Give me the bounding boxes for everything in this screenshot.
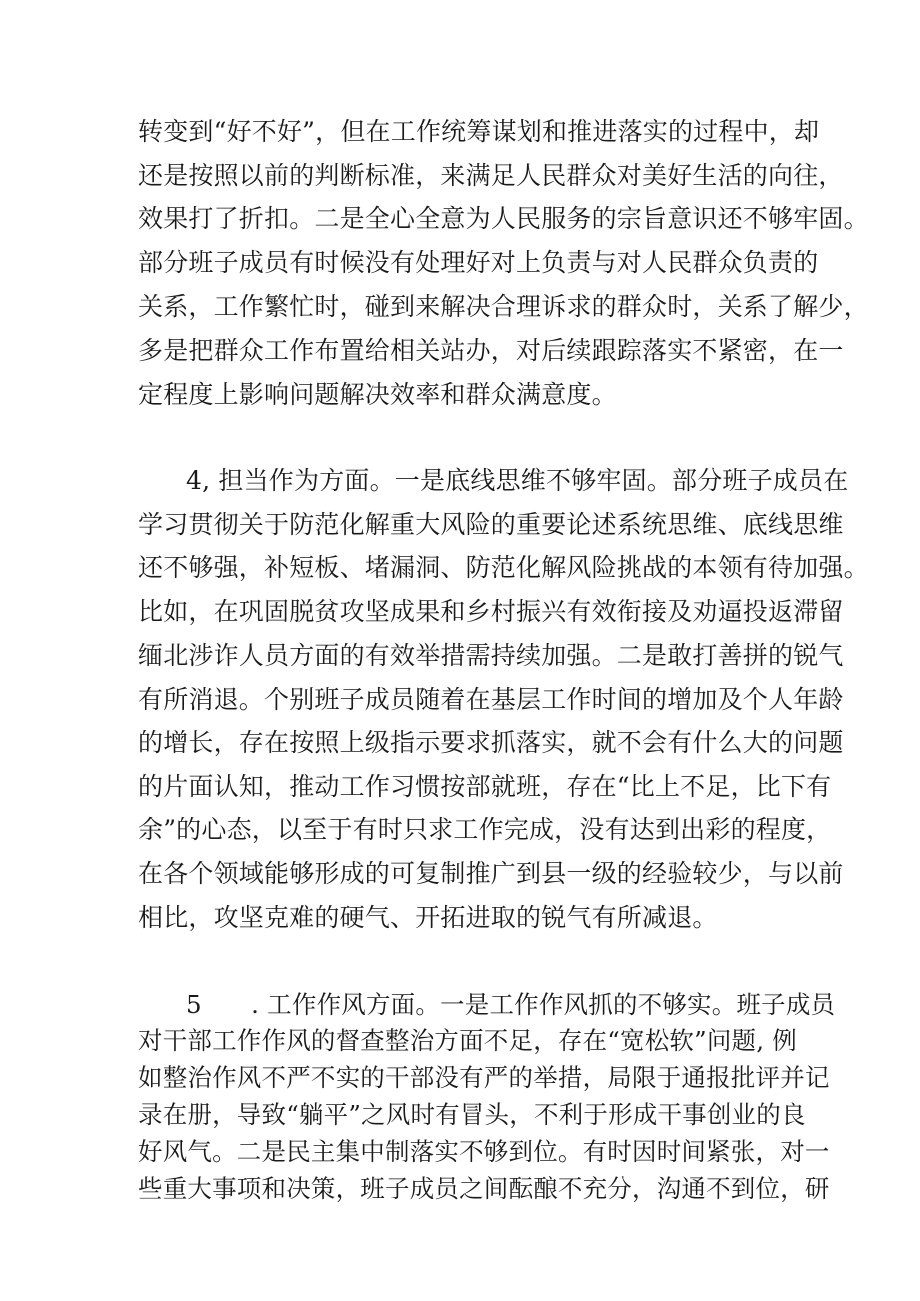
text-line: 些重大事项和决策，班子成员之间酝酿不充分，沟通不到位，研	[138, 1174, 830, 1203]
text-line: 还不够强，补短板、堵漏洞、防范化解风险挑战的本领有待加强。	[138, 553, 869, 582]
text-line: 定程度上影响问题解决效率和群众满意度。	[138, 380, 617, 409]
text-line: 的片面认知，推动工作习惯按部就班，存在“比上不足，比下有	[138, 772, 832, 801]
text-line: 5 . 工作作风方面。一是工作作风抓的不够实。班子成员	[186, 990, 836, 1019]
text-line: 缅北涉诈人员方面的有效举措需持续加强。二是敢打善拼的锐气	[138, 641, 844, 670]
text-line: 余”的心态，以至于有时只求工作完成，没有达到出彩的程度，	[138, 815, 832, 844]
text-line: 有所消退。个别班子成员随着在基层工作时间的增加及个人年龄	[138, 685, 844, 714]
text-line: 比如，在巩固脱贫攻坚成果和乡村振兴有效衔接及劝逼投返滞留	[138, 597, 844, 626]
text-line: 部分班子成员有时候没有处理好对上负责与对人民群众负责的	[138, 248, 819, 277]
text-line: 转变到“好不好”，但在工作统筹谋划和推进落实的过程中，却	[138, 117, 820, 146]
text-line: 还是按照以前的判断标准，来满足人民群众对美好生活的向往，	[138, 161, 844, 190]
text-line: 的增长，存在按照上级指示要求抓落实，就不会有什么大的问题	[138, 728, 844, 757]
text-line: 在各个领域能够形成的可复制推广到县一级的经验较少，与以前	[138, 859, 844, 888]
text-line: 如整治作风不严不实的干部没有严的举措，局限于通报批评并记	[138, 1063, 830, 1092]
text-line: 学习贯彻关于防范化解重大风险的重要论述系统思维、底线思维	[138, 510, 844, 539]
text-line: 效果打了折扣。二是全心全意为人民服务的宗旨意识还不够牢固。	[138, 204, 869, 233]
text-line: 相比，攻坚克难的硬气、开拓进取的锐气有所减退。	[138, 903, 718, 932]
text-line: 录在册，导致“躺平”之风时有冒头，不利于形成干事创业的良	[138, 1100, 806, 1129]
text-line: 对干部工作作风的督查整治方面不足，存在“宽松软”问题, 例	[138, 1026, 797, 1055]
text-line: 关系，工作繁忙时，碰到来解决合理诉求的群众时，关系了解少，	[138, 292, 869, 321]
text-line: 4, 担当作为方面。一是底线思维不够牢固。部分班子成员在	[186, 466, 849, 495]
text-line: 好风气。二是民主集中制落实不够到位。有时因时间紧张，对一	[138, 1137, 830, 1166]
text-line: 多是把群众工作布置给相关站办，对后续跟踪落实不紧密，在一	[138, 336, 844, 365]
